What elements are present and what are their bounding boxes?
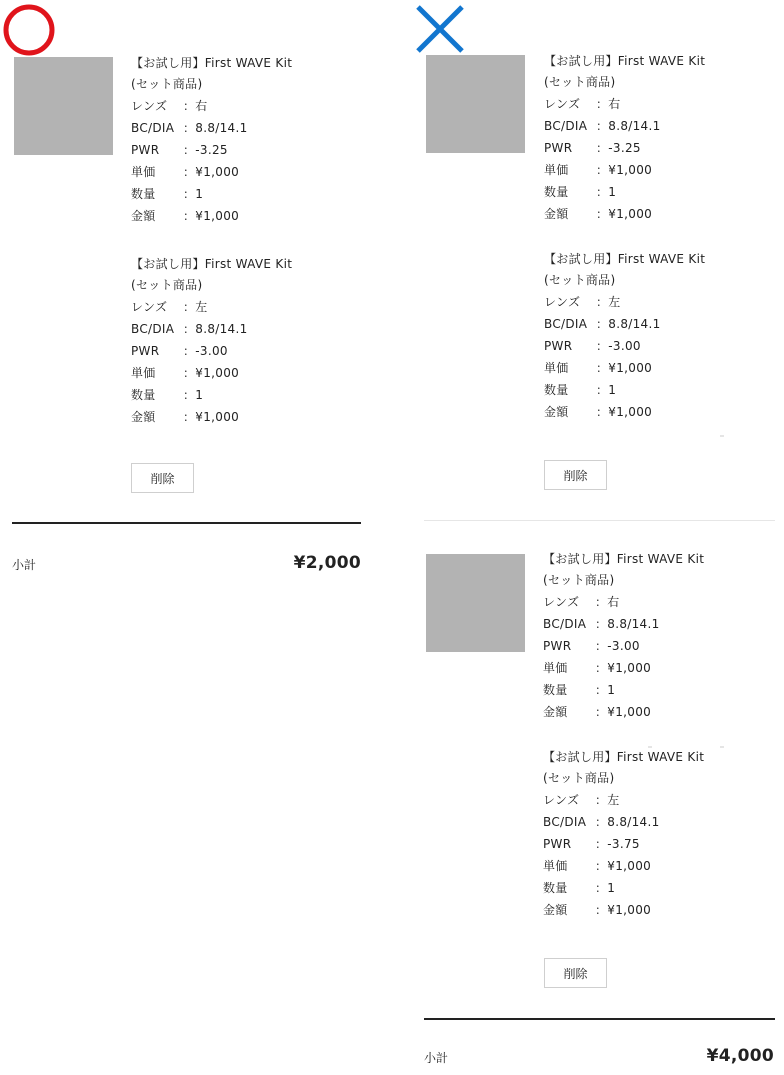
- spec-row: 金額 ：¥1,000: [543, 705, 652, 719]
- spec-row: BC/DIA ：8.8/14.1: [131, 121, 248, 135]
- product-title: 【お試し用】First WAVE Kit: [131, 56, 293, 70]
- spec-row: 金額 ：¥1,000: [543, 903, 652, 917]
- speck: [720, 746, 724, 748]
- spec-row: レンズ ：左: [544, 295, 621, 309]
- spec-row: PWR ：-3.25: [544, 141, 641, 155]
- spec-row: 単価 ：¥1,000: [543, 859, 652, 873]
- subtotal-value: ¥2,000: [293, 553, 361, 573]
- product-title: 【お試し用】First WAVE Kit: [131, 257, 293, 271]
- x-icon: [414, 4, 466, 54]
- spec-row: BC/DIA ：8.8/14.1: [543, 815, 660, 829]
- spec-row: 数量 ：1: [544, 185, 617, 199]
- spec-row: 単価 ：¥1,000: [544, 361, 653, 375]
- spec-row: BC/DIA ：8.8/14.1: [131, 322, 248, 336]
- spec-row: 数量 ：1: [131, 388, 204, 402]
- product-thumbnail: [426, 554, 525, 652]
- spec-row: レンズ ：右: [543, 595, 620, 609]
- spec-row: 金額 ：¥1,000: [131, 209, 240, 223]
- spec-row: レンズ ：左: [543, 793, 620, 807]
- spec-row: 数量 ：1: [543, 683, 616, 697]
- spec-row: 金額 ：¥1,000: [544, 405, 653, 419]
- subtotal-value: ¥4,000: [706, 1046, 774, 1066]
- product-subtitle: (セット商品): [543, 771, 615, 785]
- spec-row: PWR ：-3.75: [543, 837, 640, 851]
- spec-row: PWR ：-3.25: [131, 143, 228, 157]
- product-subtitle: (セット商品): [543, 573, 615, 587]
- product-subtitle: (セット商品): [544, 273, 616, 287]
- subtotal-divider: [12, 522, 361, 524]
- speck: [720, 435, 724, 437]
- spec-row: 金額 ：¥1,000: [131, 410, 240, 424]
- spec-row: 単価 ：¥1,000: [543, 661, 652, 675]
- product-thumbnail: [426, 55, 525, 153]
- product-detail: [544, 51, 705, 225]
- spec-row: 単価 ：¥1,000: [544, 163, 653, 177]
- delete-button[interactable]: 削除: [544, 958, 607, 988]
- product-title: 【お試し用】First WAVE Kit: [543, 552, 705, 566]
- product-title: 【お試し用】First WAVE Kit: [544, 54, 706, 68]
- product-subtitle: (セット商品): [131, 77, 203, 91]
- spec-row: PWR ：-3.00: [131, 344, 228, 358]
- spec-row: 単価 ：¥1,000: [131, 366, 240, 380]
- delete-button[interactable]: 削除: [544, 460, 607, 490]
- circle-icon: [2, 4, 56, 56]
- product-detail: [131, 53, 292, 227]
- spec-row: BC/DIA ：8.8/14.1: [544, 119, 661, 133]
- spec-row: 数量 ：1: [543, 881, 616, 895]
- subtotal-label: 小計: [424, 1051, 449, 1065]
- spec-row: 数量 ：1: [131, 187, 204, 201]
- spec-row: PWR ：-3.00: [544, 339, 641, 353]
- product-detail: [131, 254, 292, 428]
- product-thumbnail: [14, 57, 113, 155]
- spec-row: レンズ ：左: [131, 300, 208, 314]
- spec-row: レンズ ：右: [544, 97, 621, 111]
- spec-row: 金額 ：¥1,000: [544, 207, 653, 221]
- spec-row: レンズ ：右: [131, 99, 208, 113]
- product-detail: [543, 747, 704, 921]
- spec-row: 単価 ：¥1,000: [131, 165, 240, 179]
- product-subtitle: (セット商品): [544, 75, 616, 89]
- group-divider: [424, 520, 775, 521]
- subtotal-label: 小計: [12, 558, 37, 572]
- delete-button[interactable]: 削除: [131, 463, 194, 493]
- spec-row: 数量 ：1: [544, 383, 617, 397]
- subtotal-divider: [424, 1018, 775, 1020]
- product-detail: [544, 249, 705, 423]
- spec-row: PWR ：-3.00: [543, 639, 640, 653]
- product-title: 【お試し用】First WAVE Kit: [544, 252, 706, 266]
- product-detail: [543, 549, 704, 723]
- spec-row: BC/DIA ：8.8/14.1: [543, 617, 660, 631]
- product-title: 【お試し用】First WAVE Kit: [543, 750, 705, 764]
- product-subtitle: (セット商品): [131, 278, 203, 292]
- spec-row: BC/DIA ：8.8/14.1: [544, 317, 661, 331]
